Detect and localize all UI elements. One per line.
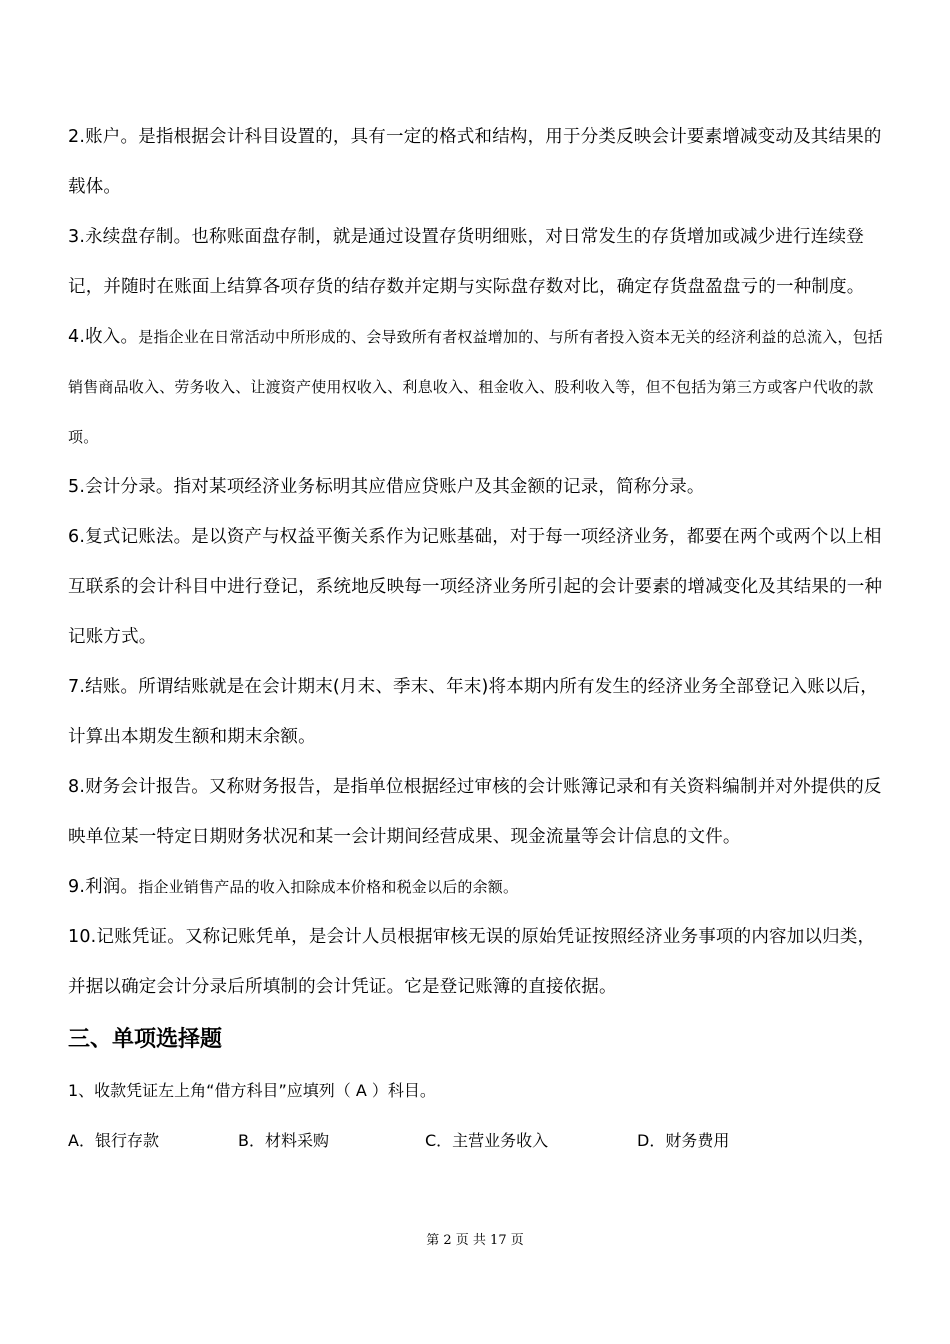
definition-text: 是指根据会计科目设置的，具有一定的格式和结构，用于分类反映会计要素增减变动及其结果的载体。 <box>68 127 882 197</box>
definition-paragraph <box>68 512 888 662</box>
definition-paragraph <box>68 662 888 762</box>
definition-term: 10.记账凭证。 <box>68 927 185 947</box>
definition-term: 8.财务会计报告。 <box>68 777 209 797</box>
definition-paragraph <box>68 462 888 512</box>
definition-paragraph <box>68 212 888 312</box>
question-stem: 1、收款凭证左上角“借方科目”应填列（ A ）科目。 <box>68 1081 436 1100</box>
option-d: D．财务费用 <box>637 1131 730 1150</box>
definition-term: 2.账户。 <box>68 127 139 147</box>
definition-paragraph <box>68 112 888 212</box>
definition-text: 所谓结账就是在会计期末(月末、季末、年末)将本期内所有发生的经济业务全部登记入账以后，计算出本期发生额和期末余额。 <box>68 677 878 747</box>
option-c: C．主营业务收入 <box>425 1131 549 1150</box>
option-b: B．材料采购 <box>238 1131 329 1150</box>
section-heading: 三、单项选择题 <box>68 1027 223 1052</box>
definition-term: 5.会计分录。 <box>68 477 174 497</box>
definition-term: 3.永续盘存制。 <box>68 227 192 247</box>
definition-text: 也称账面盘存制，就是通过设置存货明细账，对日常发生的存货增加或减少进行连续登记，并随时在账面上结算各项存货的结存数并定期与实际盘存数对比，确定存货盘盈盘亏的一种制度。 <box>68 227 865 297</box>
definition-term: 4.收入。 <box>68 327 139 347</box>
page-footer: 第 2 页 共 17 页 <box>426 1233 524 1248</box>
document-body <box>68 112 888 1156</box>
definition-paragraph <box>68 862 888 912</box>
definition-term: 9.利润。 <box>68 877 139 897</box>
definition-text: 是以资产与权益平衡关系作为记账基础，对于每一项经济业务，都要在两个或两个以上相互联系的会计科目中进行登记，系统地反映每一项经济业务所引起的会计要素的增减变化及其结果的一种记账方式。 <box>68 527 883 647</box>
option-a: A．银行存款 <box>68 1131 159 1150</box>
definition-text: 是指企业在日常活动中所形成的、会导致所有者权益增加的、与所有者投入资本无关的经济利益的总流入，包括销售商品收入、劳务收入、让渡资产使用权收入、利息收入、租金收入、股利收入等，但不包括为第三方或客户代收的款项。 <box>68 328 884 446</box>
definition-paragraph <box>68 312 888 462</box>
definition-term: 6.复式记账法。 <box>68 527 192 547</box>
definition-text: 又称记账凭单，是会计人员根据审核无误的原始凭证按照经济业务事项的内容加以归类，并据以确定会计分录后所填制的会计凭证。它是登记账簿的直接依据。 <box>68 927 876 997</box>
definition-text: 指企业销售产品的收入扣除成本价格和税金以后的余额。 <box>138 878 519 896</box>
definition-paragraph <box>68 762 888 862</box>
answer-options <box>68 1126 888 1156</box>
definition-paragraph <box>68 912 888 1012</box>
definition-term: 7.结账。 <box>68 677 139 697</box>
definition-text: 又称财务报告，是指单位根据经过审核的会计账簿记录和有关资料编制并对外提供的反映单位某一特定日期财务状况和某一会计期间经营成果、现金流量等会计信息的文件。 <box>68 777 882 847</box>
definition-text: 指对某项经济业务标明其应借应贷账户及其金额的记录，简称分录。 <box>173 477 705 497</box>
